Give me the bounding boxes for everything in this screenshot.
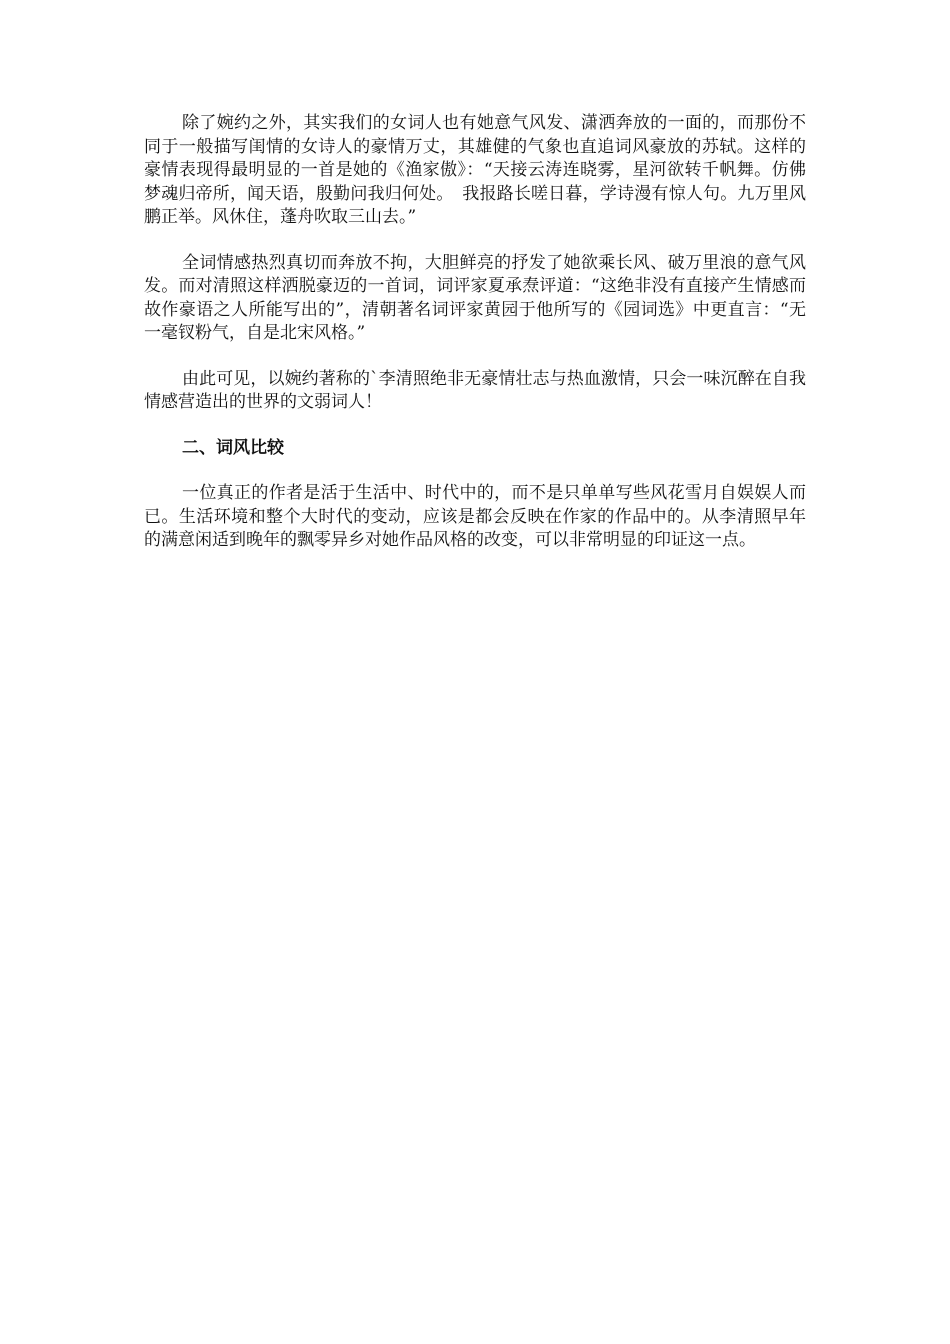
paragraph-critic-comments: 全词情感热烈真切而奔放不拘，大胆鲜亮的抒发了她欲乘长风、破万里浪的意气风发。而对清照这样洒脱豪迈的一首词，词评家夏承焘评道：“这绝非没有直接产生情感而故作豪语之人所能写出的”，清朝著名词评家黄园于他所写的《园词选》中更直言：“无一毫钗粉气，自是北宋风格。” — [144, 252, 806, 343]
document-page — [144, 112, 806, 575]
paragraph-style-comparison: 一位真正的作者是活于生活中、时代中的，而不是只单单写些风花雪月自娱娱人而已。生活环境和整个大时代的变动，应该是都会反映在作家的作品中的。从李清照早年的满意闲适到晚年的飘零异乡对她作品风格的改变，可以非常明显的印证这一点。 — [144, 483, 806, 550]
paragraph-heroic-style: 除了婉约之外，其实我们的女词人也有她意气风发、潇洒奔放的一面的，而那份不同于一般描写闺情的女诗人的豪情万丈，其雄健的气象也直追词风豪放的苏轼。这样的豪情表现得最明显的一首是她的《渔家傲》：“天接云涛连晓雾，星河欲转千帆舞。仿佛梦魂归帝所，闻天语，殷勤问我归何处。 我报路长嗟日暮，学诗漫有惊人句。九万里风鹏正举。风休住，蓬舟吹取三山去。” — [144, 113, 806, 227]
section-heading: 二、词风比较 — [182, 437, 284, 458]
paragraph-conclusion: 由此可见，以婉约著称的`李清照绝非无豪情壮志与热血激情，只会一味沉醉在自我情感营造出的世界的文弱词人！ — [144, 368, 806, 412]
